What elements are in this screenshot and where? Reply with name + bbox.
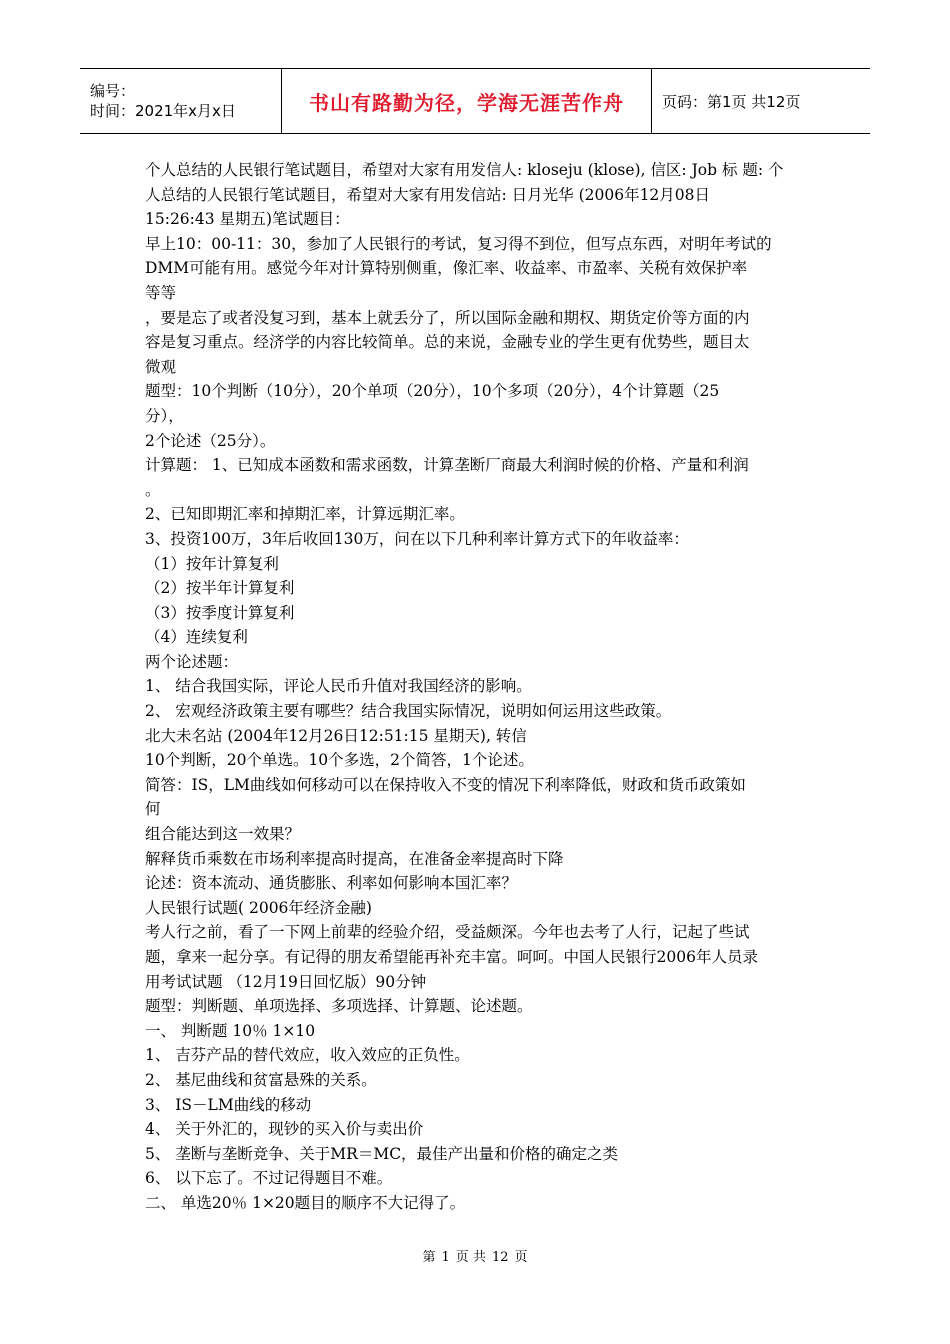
- body-line: 计算题： 1、已知成本函数和需求函数，计算垄断厂商最大利润时候的价格、产量和利润: [145, 456, 749, 475]
- body-line: 4、 关于外汇的，现钞的买入价与卖出价: [145, 1120, 424, 1139]
- body-line: 题，拿来一起分享。有记得的朋友希望能再补充丰富。呵呵。中国人民银行2006年人员录: [145, 948, 758, 966]
- header-motto-cell: [282, 69, 652, 133]
- body-line: 5、 垄断与垄断竞争、关于MR＝MC，最佳产出量和价格的确定之类: [145, 1144, 619, 1163]
- body-line: 解释货币乘数在市场利率提高时提高，在准备金率提高时下降: [145, 849, 564, 868]
- body-line: 1、 吉芬产品的替代效应，收入效应的正负性。: [145, 1046, 470, 1065]
- body-line: （4）连续复利: [145, 628, 248, 647]
- body-line: 简答：IS，LM曲线如何移动可以在保持收入不变的情况下利率降低，财政和货币政策如: [145, 775, 746, 794]
- body-line: 二、 单选20％ 1×20题目的顺序不大记得了。: [145, 1193, 466, 1212]
- header-meta: [80, 69, 282, 133]
- body-line: 早上10：00-11：30，参加了人民银行的考试，复习得不到位，但写点东西，对明年考试的: [145, 234, 772, 253]
- header-page-info: 页码：第1页 共12页: [662, 92, 801, 111]
- document-body: [145, 158, 815, 1216]
- body-line: 3、投资100万，3年后收回130万，问在以下几种利率计算方式下的年收益率：: [145, 529, 689, 548]
- body-line: 题型：判断题、单项选择、多项选择、计算题、论述题。: [145, 997, 533, 1016]
- body-line: 微观: [145, 357, 177, 376]
- body-line: 2个论述（25分）。: [145, 431, 276, 450]
- body-line: 人总结的人民银行笔试题目，希望对大家有用发信站: 日月光华 (2006年12月08日: [145, 185, 711, 204]
- body-line: 3、 IS－LM曲线的移动: [145, 1095, 312, 1114]
- body-line: 。: [145, 480, 161, 499]
- body-line: 1、 结合我国实际，评论人民币升值对我国经济的影响。: [145, 677, 532, 696]
- body-line: 两个论述题：: [145, 652, 239, 671]
- body-line: 个人总结的人民银行笔试题目，希望对大家有用发信人: kloseju (klose), 信区: Job 标 题: 个: [145, 161, 784, 179]
- body-line: 北大未名站 (2004年12月26日12:51:15 星期天), 转信: [145, 726, 527, 745]
- body-line: 组合能达到这一效果？: [145, 825, 301, 844]
- body-line: 容是复习重点。经济学的内容比较简单。总的来说，金融专业的学生更有优势些，题目太: [145, 333, 750, 352]
- body-line: （3）按季度计算复利: [145, 603, 295, 622]
- body-line: 用考试试题 （12月19日回忆版）90分钟: [145, 972, 427, 991]
- footer-suffix: 页: [514, 1250, 528, 1265]
- body-line: 10个判断，20个单选。10个多选，2个简答，1个论述。: [145, 751, 534, 770]
- body-line: 一、 判断题 10％ 1×10: [145, 1021, 316, 1040]
- body-line: （1）按年计算复利: [145, 554, 279, 573]
- body-line: DMM可能有用。感觉今年对计算特别侧重，像汇率、收益率、市盈率、关税有效保护率: [145, 259, 748, 278]
- body-line: 2、 基尼曲线和贫富悬殊的关系。: [145, 1070, 377, 1089]
- page-header: [80, 68, 870, 134]
- body-line: 2、 宏观经济政策主要有哪些？结合我国实际情况，说明如何运用这些政策。: [145, 702, 672, 721]
- body-line: 论述：资本流动、通货膨胀、利率如何影响本国汇率？: [145, 874, 518, 893]
- body-line: 考人行之前，看了一下网上前辈的经验介绍，受益颇深。今年也去考了人行，记起了些试: [145, 923, 750, 942]
- body-line: 2、已知即期汇率和掉期汇率，计算远期汇率。: [145, 505, 465, 524]
- footer-total-pages: 12: [491, 1250, 509, 1265]
- body-line: 人民银行试题( 2006年经济金融): [145, 898, 372, 917]
- body-line: ，要是忘了或者没复习到，基本上就丢分了，所以国际金融和期权、期货定价等方面的内: [145, 308, 750, 327]
- page-footer: [0, 1246, 950, 1265]
- header-page-info-cell: [652, 69, 870, 133]
- date-label: 时间：2021年x月x日: [90, 102, 236, 120]
- header-motto: 书山有路勤为径，学海无涯苦作舟: [309, 90, 624, 115]
- body-line: 6、 以下忘了。不过记得题目不难。: [145, 1169, 393, 1188]
- body-line: （2）按半年计算复利: [145, 579, 295, 598]
- body-line: 分），: [145, 406, 184, 425]
- body-line: 题型：10个判断（10分），20个单项（20分），10个多项（20分），4个计算题（25: [145, 382, 720, 401]
- footer-middle: 页 共: [455, 1250, 486, 1265]
- footer-current-page: 1: [441, 1250, 450, 1265]
- body-line: 15:26:43 星期五)笔试题目：: [145, 210, 350, 229]
- body-line: 何: [145, 800, 161, 819]
- body-line: 等等: [145, 283, 177, 302]
- footer-prefix: 第: [422, 1250, 436, 1265]
- serial-label: 编号：: [90, 82, 136, 100]
